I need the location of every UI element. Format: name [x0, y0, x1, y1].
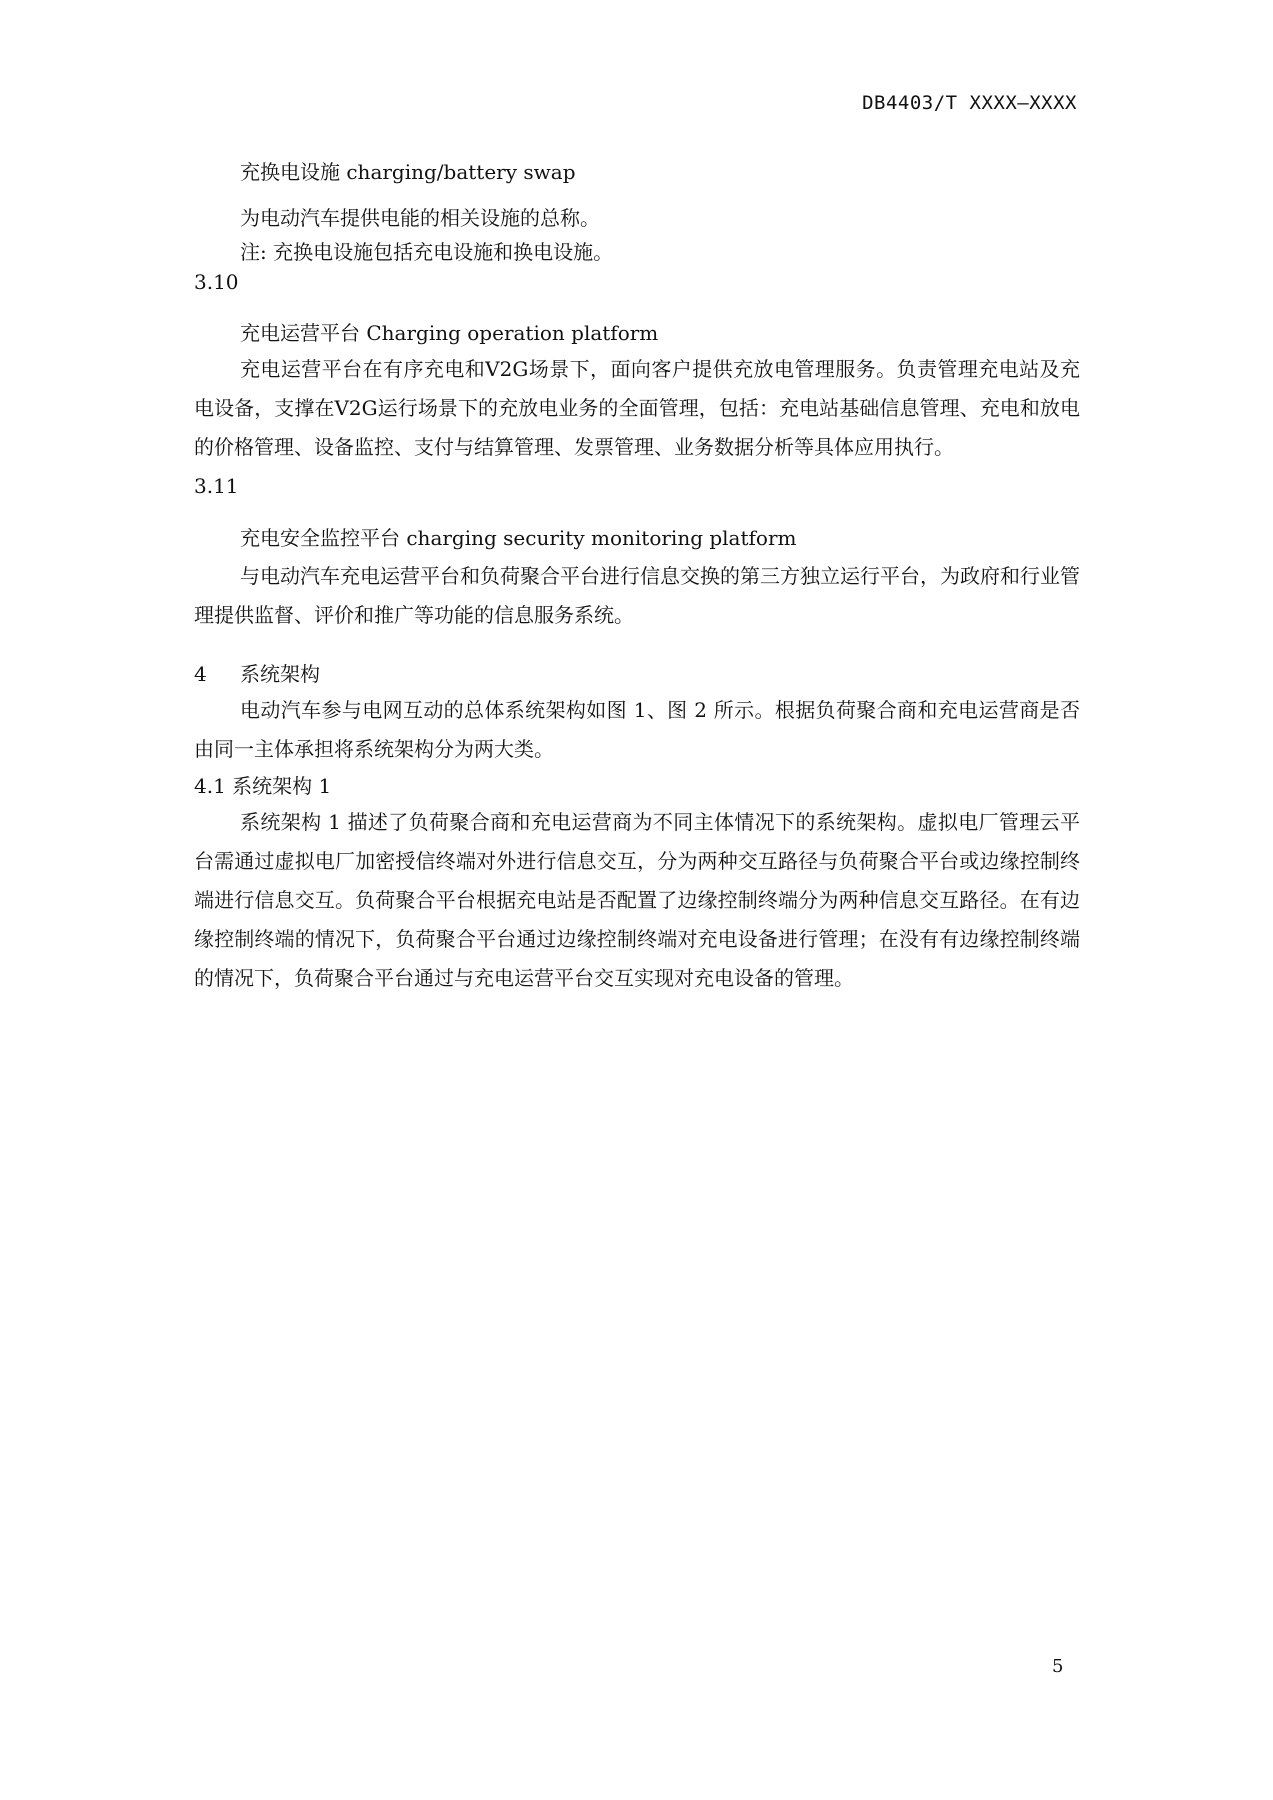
section-4-1-paragraph: 系统架构 1 描述了负荷聚合商和充电运营商为不同主体情况下的系统架构。虚拟电厂管理云平台需通过虚拟电厂加密授信终端对外进行信息交互，分为两种交互路径与负荷聚合平台或边缘控制终端进行信息交互。负荷聚合平台根据充电站是否配置了边缘控制终端分为两种信息交互路径。在有边缘控制终端的情况下，负荷聚合平台通过边缘控制终端对充电设备进行管理；在没有有边缘控制终端的情况下，负荷聚合平台通过与充电运营平台交互实现对充电设备的管理。 — [194, 810, 1080, 990]
term-3-10-definition: 充电运营平台在有序充电和V2G场景下，面向客户提供充放电管理服务。负责管理充电站及充电设备，支撑在V2G运行场景下的充放电业务的全面管理，包括：充电站基础信息管理、充电和放电的价格管理、设备监控、支付与结算管理、发票管理、业务数据分析等具体应用执行。 — [194, 357, 1080, 459]
term-3-9-title: 充换电设施 charging/battery swap — [240, 160, 576, 184]
section-4-heading — [194, 661, 1080, 687]
term-3-10-title: 充电运营平台 Charging operation platform — [240, 321, 659, 345]
term-3-10-number: 3.10 — [194, 270, 239, 294]
section-4-number: 4 — [194, 662, 207, 686]
term-3-9-definition: 为电动汽车提供电能的相关设施的总称。 — [240, 206, 600, 230]
page-number: 5 — [1052, 1656, 1064, 1677]
section-4-title: 系统架构 — [240, 662, 320, 686]
term-3-11-title: 充电安全监控平台 charging security monitoring platform — [240, 526, 797, 550]
section-4-paragraph: 电动汽车参与电网互动的总体系统架构如图 1、图 2 所示。根据负荷聚合商和充电运营商是否由同一主体承担将系统架构分为两大类。 — [194, 698, 1080, 761]
section-4-1-heading: 4.1 系统架构 1 — [194, 774, 332, 798]
term-3-11-definition: 与电动汽车充电运营平台和负荷聚合平台进行信息交换的第三方独立运行平台，为政府和行业管理提供监督、评价和推广等功能的信息服务系统。 — [194, 564, 1080, 627]
term-3-9-note: 注: 充换电设施包括充电设施和换电设施。 — [240, 240, 614, 264]
term-3-11-number: 3.11 — [194, 474, 239, 498]
document-code-header: DB4403/T XXXX—XXXX — [862, 92, 1077, 114]
page-content — [194, 155, 1080, 998]
